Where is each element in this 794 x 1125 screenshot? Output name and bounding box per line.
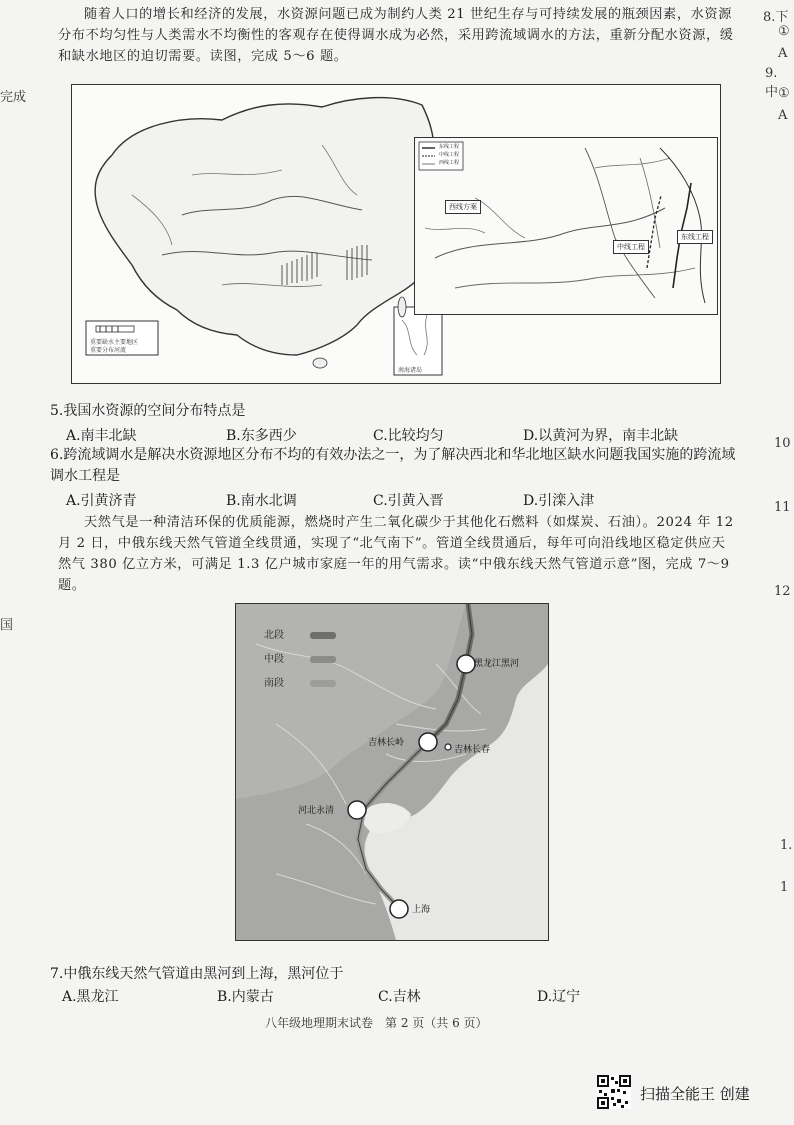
legend-swatch-north bbox=[310, 632, 336, 639]
city-marker-yongqing bbox=[348, 801, 366, 819]
intro-paragraph-gas: 天然气是一种清洁环保的优质能源，燃烧时产生二氧化碳少于其他化石燃料（如煤炭、石油）。2024 年 12 月 2 日，中俄东线天然气管道全线贯通，实现了“北气南下”。管道全线贯通后，每年可向沿线地区稳定供应天然气 380 亿立方米，可满足 1.3 亿户城市家庭一年的用气需求。读“中俄东线天然气管道示意”图，完成 7～9 题。 bbox=[58, 515, 734, 593]
city-marker-heihe bbox=[457, 655, 475, 673]
edge-fragment: 1 bbox=[780, 880, 789, 895]
middle-route-label: 中线工程 bbox=[613, 240, 649, 254]
city-marker-changling bbox=[419, 733, 437, 751]
eastern-route-label: 东线工程 bbox=[677, 230, 713, 244]
edge-fragment: 1. bbox=[780, 838, 793, 853]
qr-code-icon bbox=[597, 1075, 631, 1109]
page-footer: 八年级地理期末试卷 第 2 页（共 6 页） bbox=[265, 1016, 488, 1030]
edge-fragment: ① bbox=[778, 24, 790, 39]
legend-swatch-south bbox=[310, 680, 336, 687]
city-label-changchun: 吉林长春 bbox=[454, 745, 491, 755]
scanner-watermark: 扫描全能王 创建 bbox=[640, 1085, 750, 1103]
water-route-detail-map bbox=[414, 137, 718, 315]
edge-fragment: 8.下 bbox=[763, 10, 789, 25]
edge-fragment: 10 bbox=[774, 436, 791, 451]
legend-label: 东线工程 bbox=[439, 144, 460, 150]
map1-legend-text bbox=[90, 339, 138, 355]
city-label-heihe: 黑龙江黑河 bbox=[474, 659, 520, 669]
q6-option-c[interactable]: C.引黄入晋 bbox=[373, 493, 444, 509]
edge-fragment: 完成 bbox=[0, 90, 27, 105]
edge-fragment: A bbox=[778, 46, 788, 61]
q7-option-c[interactable]: C.吉林 bbox=[378, 989, 421, 1005]
q5-option-a[interactable]: A.南丰北缺 bbox=[66, 428, 137, 444]
legend-label: 重要分布河流 bbox=[90, 347, 127, 354]
legend-label: 重要缺水主要地区 bbox=[90, 339, 139, 346]
legend-label-south: 南段 bbox=[264, 678, 284, 689]
edge-fragment: 11 bbox=[774, 500, 791, 515]
q6-option-b[interactable]: B.南水北调 bbox=[226, 493, 297, 509]
question-7-stem: 7.中俄东线天然气管道由黑河到上海，黑河位于 bbox=[50, 966, 344, 982]
q5-option-d[interactable]: D.以黄河为界，南丰北缺 bbox=[523, 428, 679, 444]
intro-paragraph-water: 随着人口的增长和经济的发展，水资源问题已成为制约人类 21 世纪生存与可持续发展的瓶颈因素，水资源分布不均匀性与人类需水不均衡性的客观存在使得调水成为必然，采用跨流域调水的方法，重新分配水资源，缓和缺水地区的迫切需要。读图，完成 5～6 题。 bbox=[58, 7, 734, 64]
edge-fragment: A bbox=[778, 108, 788, 123]
question-6-stem: 6.跨流域调水是解决水资源地区分布不均的有效办法之一，为了解决西北和华北地区缺水问题我国实施的跨流域调水工程是 bbox=[50, 447, 736, 484]
q5-option-c[interactable]: C.比较均匀 bbox=[373, 428, 444, 444]
inset-label: 南海诸岛 bbox=[398, 367, 423, 374]
route-detail-drawing bbox=[415, 138, 717, 314]
question-5-stem: 5.我国水资源的空间分布特点是 bbox=[50, 403, 246, 419]
q5-option-b[interactable]: B.东多西少 bbox=[226, 428, 297, 444]
edge-fragment: ① bbox=[778, 86, 790, 101]
city-label-shanghai: 上海 bbox=[412, 905, 431, 915]
city-marker-shanghai bbox=[390, 900, 408, 918]
q7-option-d[interactable]: D.辽宁 bbox=[537, 989, 581, 1005]
western-route-label: 西线方案 bbox=[445, 200, 481, 214]
legend-label: 中线工程 bbox=[439, 152, 460, 158]
legend-label-middle: 中段 bbox=[264, 654, 284, 665]
gas-pipeline-map bbox=[235, 603, 549, 941]
q7-option-b[interactable]: B.内蒙古 bbox=[217, 989, 274, 1005]
water-transfer-map bbox=[71, 84, 721, 384]
city-marker-changchun bbox=[445, 744, 451, 750]
legend-label: 西线工程 bbox=[439, 160, 460, 166]
legend-label-north: 北段 bbox=[264, 630, 284, 641]
city-label-yongqing: 河北永清 bbox=[298, 806, 335, 816]
edge-fragment: 12 bbox=[774, 584, 791, 599]
city-label-changling: 吉林长岭 bbox=[368, 738, 405, 748]
detail-legend bbox=[439, 143, 459, 167]
legend-swatch-middle bbox=[310, 656, 336, 663]
edge-fragment: 国 bbox=[0, 618, 14, 633]
q6-option-d[interactable]: D.引滦入津 bbox=[523, 493, 595, 509]
q6-option-a[interactable]: A.引黄济青 bbox=[66, 493, 137, 509]
edge-fragment: 9. 中 bbox=[765, 66, 779, 100]
q7-option-a[interactable]: A.黑龙江 bbox=[62, 989, 119, 1005]
